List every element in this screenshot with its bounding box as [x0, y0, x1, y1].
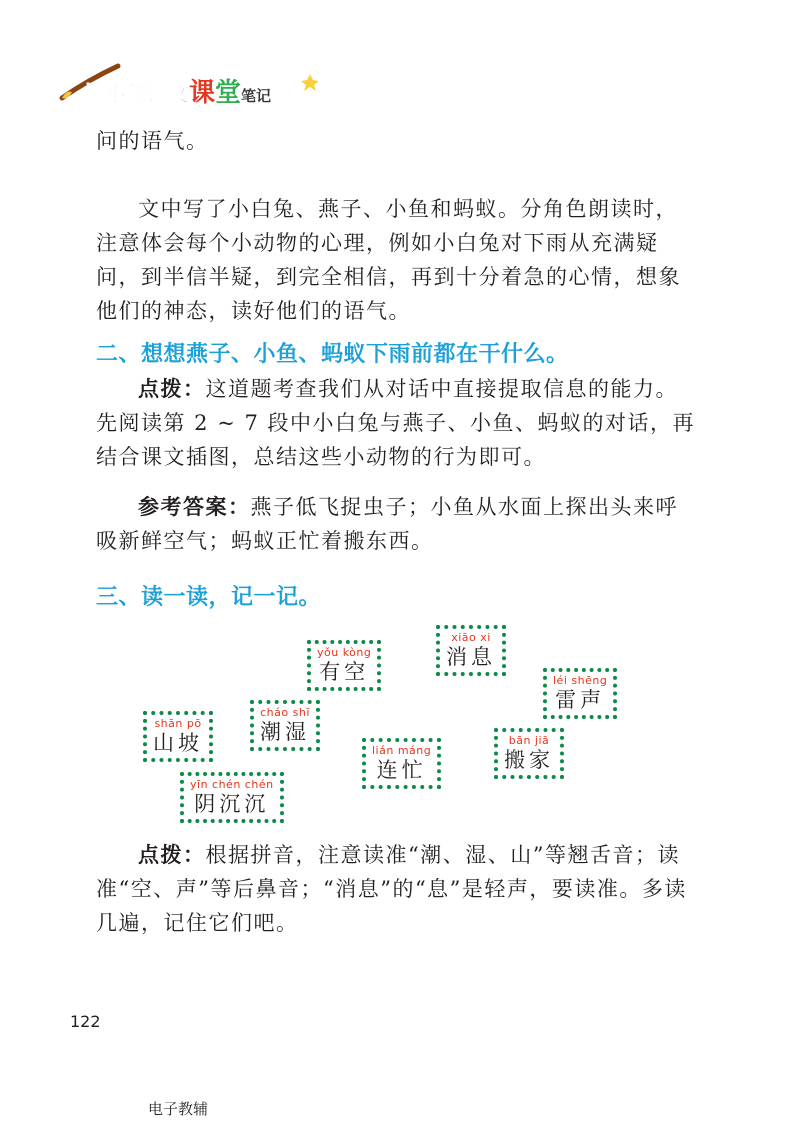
card-pinyin: bān jiā	[508, 734, 550, 747]
card-hanzi: 有空	[319, 660, 370, 684]
card-pinyin: yīn chén chén	[190, 778, 274, 791]
paragraph-2: 文中写了小白兔、燕子、小鱼和蚂蚁。分角色朗读时，注意体会每个小动物的心理，例如小白兔对下雨从充满疑问，到半信半疑，到完全相信，再到十分着急的心情，想象他们的神态，读好他们的语气。	[96, 197, 681, 323]
hint-label: 点拨：	[138, 377, 206, 401]
logo-tang: 堂	[215, 78, 242, 108]
hint-text: 这道题考查我们从对话中直接提取信息的能力。先阅读第 2 ~ 7 段中小白兔与燕子、小鱼、蚂蚁的对话，再结合课文插图，总结这些小动物的行为即可。	[96, 377, 696, 469]
card-hanzi: 阴沉沉	[194, 792, 270, 816]
word-card	[180, 772, 284, 823]
card-hanzi: 搬家	[504, 748, 554, 772]
word-card	[543, 668, 617, 719]
section-2-heading: 二、想想燕子、小鱼、蚂蚁下雨前都在干什么。	[96, 342, 569, 367]
logo-ke: 课	[189, 78, 216, 108]
card-pinyin: léi shēng	[553, 674, 608, 687]
word-card	[307, 640, 381, 691]
series-logo	[84, 72, 271, 109]
logo-char-5: 文	[168, 82, 189, 106]
section-3-hint	[96, 838, 696, 940]
logo-char-4: 语	[147, 82, 168, 106]
card-hanzi: 连忙	[376, 758, 427, 782]
card-pinyin: shān pō	[154, 717, 202, 730]
card-pinyin: xiāo xi	[451, 631, 491, 644]
word-card	[436, 625, 506, 676]
hint-label: 点拨：	[138, 843, 206, 867]
card-hanzi: 山坡	[153, 731, 203, 755]
card-pinyin: cháo shī	[260, 706, 310, 719]
word-card	[362, 738, 441, 789]
card-hanzi: 消息	[446, 645, 496, 669]
logo-char-1: 博	[84, 82, 105, 106]
page-number: 122	[70, 1012, 101, 1031]
paragraph-1: 问的语气。	[96, 129, 209, 153]
card-pinyin: lián máng	[372, 744, 432, 757]
hint-text: 根据拼音，注意读准“潮、湿、山”等翘舌音；读准“空、声”等后鼻音；“消息”的“息”是轻声，要读准。多读几遍，记住它们吧。	[96, 843, 687, 935]
word-card	[143, 711, 213, 762]
logo-char-2: 小	[105, 82, 126, 106]
card-hanzi: 潮湿	[260, 720, 310, 744]
word-card	[250, 700, 320, 751]
card-pinyin: yǒu kòng	[317, 646, 372, 659]
word-card	[494, 728, 564, 779]
footer-text: 电子教辅	[148, 1100, 209, 1118]
card-hanzi: 雷声	[555, 688, 606, 712]
section-2-answer	[96, 490, 696, 558]
answer-text: 燕子低飞捉虫子；小鱼从水面上探出头来呼吸新鲜空气；蚂蚁正忙着搬东西。	[96, 495, 678, 553]
section-3-heading: 三、读一读，记一记。	[96, 585, 322, 610]
section-2-hint	[96, 372, 696, 474]
logo-notes: 笔记	[241, 87, 272, 105]
answer-label: 参考答案：	[138, 495, 251, 519]
logo-char-3: 优	[126, 82, 147, 106]
